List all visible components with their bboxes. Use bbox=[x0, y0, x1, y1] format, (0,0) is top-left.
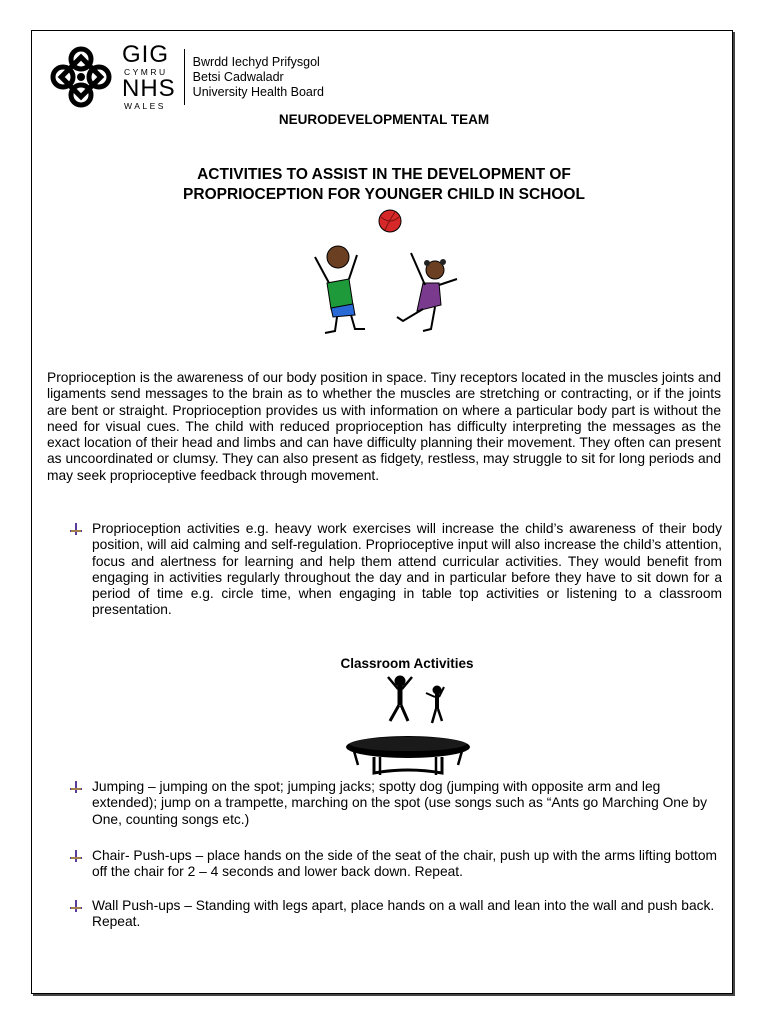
team-heading: NEURODEVELOPMENTAL TEAM bbox=[278, 112, 490, 127]
girl-figure bbox=[397, 253, 457, 331]
boy-figure bbox=[315, 246, 365, 333]
list-item bbox=[70, 898, 722, 931]
list-item bbox=[70, 779, 722, 828]
intro-paragraph: Proprioception is the awareness of our body position in space. Tiny receptors located in the muscles joints and ligaments send messages to the brain as to whether the muscles are stretching or contracting, or if the joints are bent or straight. Proprioception provides us with information on where a particular body part is without the need for visual cues. The child with reduced proprioception has difficulty interpreting the messages as the exact location of their head and limbs and can have difficulty planning their movement. They often can present as uncoordinated or clumsy. They can also present as fidgety, restless, may struggle to sit for long periods and may seek proprioceptive feedback through movement. bbox=[47, 370, 721, 483]
logo-cymru: CYMRU bbox=[124, 66, 168, 77]
bullet-icon bbox=[70, 779, 92, 828]
section-heading-classroom: Classroom Activities bbox=[340, 656, 474, 671]
children-playing-ball-illustration bbox=[305, 205, 465, 340]
board-line-3: University Health Board bbox=[192, 84, 324, 99]
title-line-1: ACTIVITIES TO ASSIST IN THE DEVELOPMENT OF bbox=[197, 166, 571, 183]
activity-chair-push-ups: Chair- Push-ups – place hands on the side of the seat of the chair, push up with the arms lifting bottom off the chair for 2 – 4 seconds and lower back down. Repeat. bbox=[92, 848, 718, 880]
bullet-icon bbox=[70, 848, 92, 881]
jumper-silhouette-child bbox=[426, 686, 444, 723]
board-line-2: Betsi Cadwaladr bbox=[192, 69, 284, 84]
logo-divider bbox=[184, 49, 185, 105]
logo-wales: WALES bbox=[124, 101, 166, 111]
document-title bbox=[0, 165, 768, 205]
logo-nhs: NHS bbox=[122, 75, 176, 102]
bullet-main-text: Proprioception activities e.g. heavy work exercises will increase the child’s awareness of their body position, will aid calming and self-regulation. Proprioceptive input will also increase the child’s attention, focus and alertness for learning and help them attend curricular activities. They would benefit from engaging in activities regularly throughout the day and in particular before they have to sit down for a period of time e.g. circle time, when engaging in table top activities or listening to a classroom presentation. bbox=[92, 521, 722, 618]
trampoline-jumpers-illustration bbox=[344, 675, 474, 781]
nhs-logo bbox=[48, 42, 324, 112]
activity-wall-push-ups: Wall Push-ups – Standing with legs apart, place hands on a wall and lean into the wall and push back. Repeat. bbox=[92, 898, 715, 930]
list-item bbox=[70, 521, 722, 619]
board-line-1: Bwrdd Iechyd Prifysgol bbox=[192, 54, 320, 69]
trampoline-icon bbox=[346, 736, 470, 775]
bullet-icon bbox=[70, 898, 92, 931]
jumper-silhouette-adult bbox=[388, 676, 412, 721]
title-line-2: PROPRIOCEPTION FOR YOUNGER CHILD IN SCHOOL bbox=[183, 186, 585, 203]
activity-jumping: Jumping – jumping on the spot; jumping jacks; spotty dog (jumping with opposite arm and leg extended); jump on a trampette, marching on the spot (use songs such as “Ants go Marching One by One, counting songs etc.) bbox=[92, 779, 708, 827]
logo-gig: GIG bbox=[122, 40, 170, 68]
list-item bbox=[70, 848, 722, 881]
bullet-icon bbox=[70, 521, 92, 619]
celtic-knot-icon bbox=[48, 44, 114, 110]
